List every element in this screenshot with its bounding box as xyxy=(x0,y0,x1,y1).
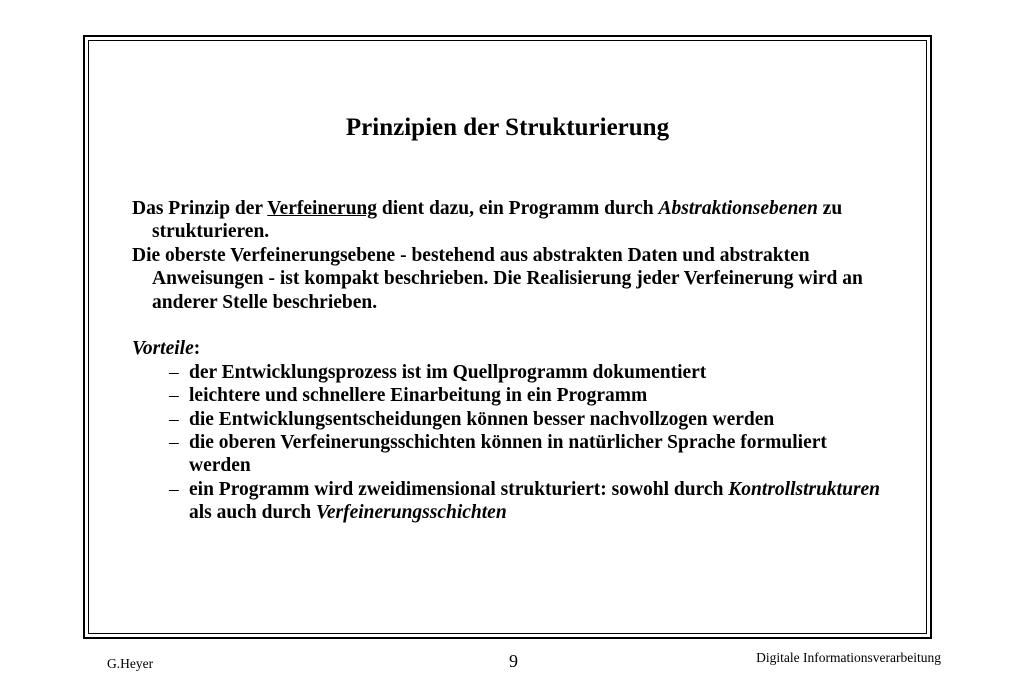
list-item xyxy=(169,408,892,431)
footer-author: G.Heyer xyxy=(107,656,154,671)
bullet-dash: – xyxy=(169,432,179,454)
list-item xyxy=(169,478,892,525)
vorteile-heading xyxy=(132,337,892,360)
bullet5-part1: ein Programm wird zweidimensional strukturiert: sowohl durch xyxy=(189,478,729,500)
bullet-dash: – xyxy=(169,385,179,407)
slide-content xyxy=(132,197,892,525)
slide-title: Prinzipien der Strukturierung xyxy=(345,114,670,141)
bullet-text: der Entwicklungsprozess ist im Quellprogramm dokumentiert xyxy=(189,361,707,383)
bullet-text: leichtere und schnellere Einarbeitung in ein Programm xyxy=(189,385,648,407)
spacer xyxy=(132,314,892,337)
page-number: 9 xyxy=(509,651,518,671)
paragraph1-part3: zu strukturieren. xyxy=(152,198,843,243)
list-item xyxy=(169,361,892,384)
term-abstraktionsebenen: Abstraktionsebenen xyxy=(658,198,818,219)
vorteile-colon: : xyxy=(193,338,201,360)
vorteile-label: Vorteile xyxy=(132,338,194,360)
bullet-text: die Entwicklungsentscheidungen können besser nachvollzogen werden xyxy=(189,408,775,430)
paragraph-oberste-ebene: Die oberste Verfeinerungsebene - bestehend aus abstrakten Daten und abstrakten Anweisungen - ist kompakt beschrieben. Die Realisierung jeder Verfeinerung wird an anderer Stelle beschrieben. xyxy=(132,244,863,313)
term-verfeinerung: Verfeinerung xyxy=(267,198,378,219)
term-kontrollstrukturen: Kontrollstrukturen xyxy=(728,478,881,500)
list-item xyxy=(169,384,892,407)
footer-course: Digitale Informationsverarbeitung xyxy=(756,650,941,665)
paragraph-verfeinerung xyxy=(132,197,892,244)
bullet-dash: – xyxy=(169,361,179,383)
paragraph1-part2: dient dazu, ein Programm durch xyxy=(377,198,659,219)
bullet-text: die oberen Verfeinerungsschichten können in natürlicher Sprache formuliert werden xyxy=(189,432,827,477)
vorteile-list xyxy=(132,361,892,525)
term-verfeinerungsschichten: Verfeinerungsschichten xyxy=(315,502,507,524)
slide-inner-frame xyxy=(88,40,927,634)
slide-frame xyxy=(83,35,932,639)
bullet5-part2: als auch durch xyxy=(189,502,316,524)
list-item xyxy=(169,431,892,478)
bullet-dash: – xyxy=(169,408,179,430)
bullet-dash: – xyxy=(169,478,179,500)
paragraph1-part1: Das Prinzip der xyxy=(132,198,268,219)
